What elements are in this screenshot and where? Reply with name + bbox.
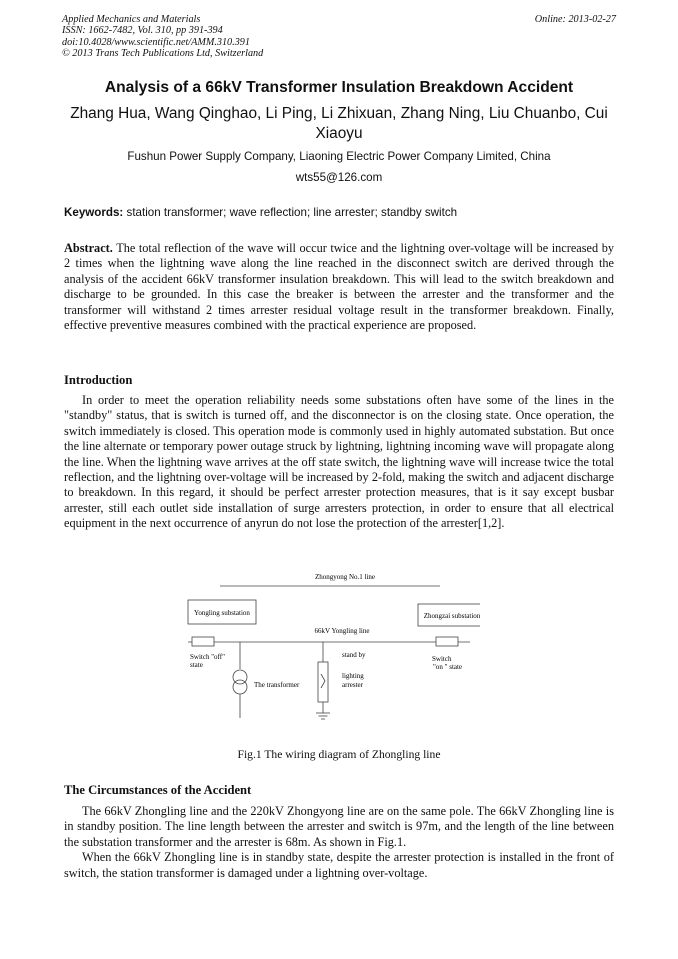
yongling-line-label: 66kV Yongling line: [314, 627, 370, 635]
zhongyong-line-label: Zhongyong No.1 line: [314, 573, 376, 581]
email: wts55@126.com: [295, 171, 383, 184]
abstract-text: The total reflection of the wave will occur twice and the lightning over-voltage will be increased by 2 times when the lightning wave along the line reached in the disconnect switch are derived through the analysis of the accident 66kV transformer insulation breakdown. This will lead to the switch breakdown and discharge to be grounded. In this case the breaker is between the arrester and the transformer and the transformer will withstand 2 times arrester residual voltage result in the transformer breakdown. Finally, effective preventive measures combined with the practical experience are proposed.: [64, 241, 614, 333]
abstract: [64, 241, 614, 333]
switch-on-label-1: Switch: [432, 655, 452, 663]
paper-title: Analysis of a 66kV Transformer Insulation Breakdown Accident: [104, 79, 574, 96]
copyright: © 2013 Trans Tech Publications Ltd, Switzerland: [62, 47, 264, 59]
switch-off-label-2: state: [190, 661, 203, 669]
transformer-label: The transformer: [254, 681, 300, 689]
figure-caption: Fig.1 The wiring diagram of Zhongling line: [237, 748, 441, 761]
introduction-text: In order to meet the operation reliability needs some substations often have some of the lines in the "standby" status, that is switch is turned off, and the disconnector is on the closing state. Once operation, the switch immediately is closed. This operation mode is commonly used in highly automated substation. But once the line alternate or temporary power outage struck by lightning, lightning incoming wave will propagate along the line. When the lightning wave arrives at the off state switch, the lightning wave will increase twice the total reflection, and the lightning over-voltage will be increased by 2-fold, making the switch and adjacent discharge to breakdown. In this regard, it should be perfect arrester protection measures, that is it say except busbar arrester, still each outlet side installation of surge arresters protection, in order to ensure that all electrical equipment in the next occurrence of anyrun do not lose the protection of the arrester[1,2].: [64, 393, 614, 531]
circumstances-text-2: When the 66kV Zhongling line is in standby state, despite the arrester protection is installed in the front of switch, the station transformer is damaged under a lightning over-voltage.: [64, 850, 614, 880]
online-date: Online: 2013-02-27: [534, 14, 616, 25]
circumstances-paragraph-2: [64, 850, 614, 881]
switch-on-label-2: "on " state: [433, 663, 463, 671]
affiliation: Fushun Power Supply Company, Liaoning Electric Power Company Limited, China: [127, 150, 551, 163]
circumstances-heading: The Circumstances of the Accident: [64, 783, 252, 797]
circumstances-paragraph-1: [64, 804, 614, 850]
authors: Zhang Hua, Wang Qinghao, Li Ping, Li Zhixuan, Zhang Ning, Liu Chuanbo, Cui Xiaoyu: [70, 105, 608, 142]
lightning-arrester: [318, 662, 328, 702]
keywords-text: station transformer; wave reflection; line arrester; standby switch: [126, 206, 458, 219]
switch-off-label-1: Switch "off": [190, 653, 225, 661]
wiring-diagram: [180, 566, 480, 736]
switch-off: [192, 637, 214, 646]
arrester-label-1: lighting: [342, 672, 364, 680]
introduction-heading: Introduction: [64, 373, 133, 387]
journal-header: [62, 14, 616, 59]
circumstances-section: [64, 804, 614, 881]
keywords: [64, 206, 616, 219]
journal-name: Applied Mechanics and Materials: [62, 14, 201, 25]
transformer-coil-bottom: [233, 680, 247, 694]
circumstances-text-1: The 66kV Zhongling line and the 220kV Zhongyong line are on the same pole. The 66kV Zhongling line is in standby position. The line length between the arrester and switch is 97m, and the length of the line between the substation transformer and the arrester is 68m. As shown in Fig.1.: [64, 804, 614, 849]
zhongzai-substation-label: Zhongzai substation: [423, 612, 480, 620]
issn: ISSN: 1662-7482, Vol. 310, pp 391-394: [62, 25, 223, 37]
yongling-substation-label: Yongling substation: [194, 609, 250, 617]
switch-on: [436, 637, 458, 646]
arrester-label-2: arrester: [342, 681, 363, 689]
standby-label: stand by: [342, 651, 366, 659]
abstract-label: Abstract.: [64, 241, 113, 255]
keywords-label: Keywords:: [64, 206, 124, 219]
doi: doi:10.4028/www.scientific.net/AMM.310.391: [62, 36, 250, 48]
introduction-paragraph: [64, 393, 614, 532]
